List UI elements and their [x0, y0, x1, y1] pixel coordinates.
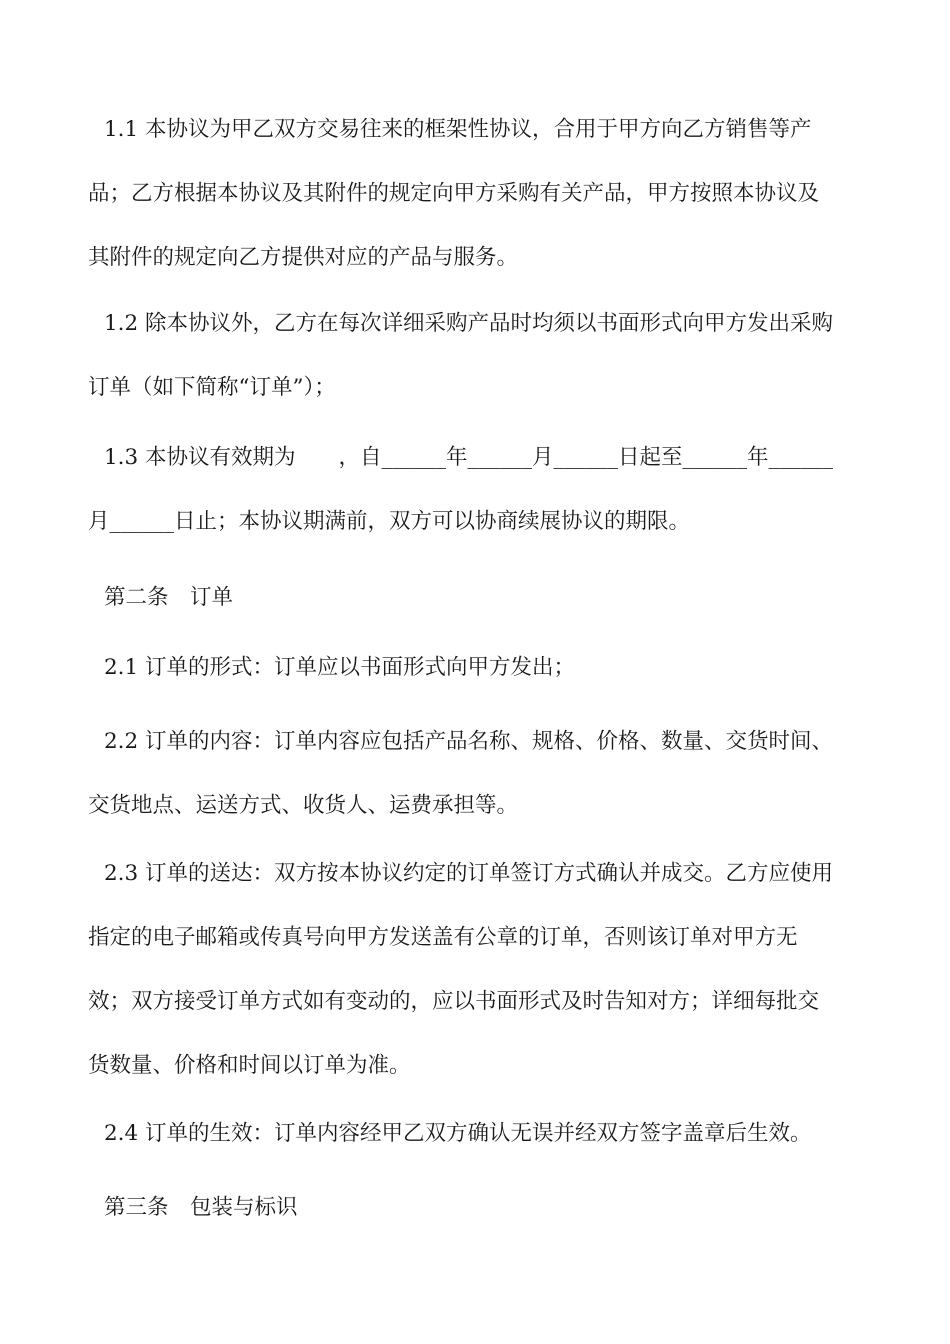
clause-1-1 [88, 98, 852, 290]
text-line: 月______日止；本协议期满前，双方可以协商续展协议的期限。 [88, 509, 691, 534]
text-line: 效；双方接受订单方式如有变动的，应以书面形式及时告知对方；详细每批交 [88, 989, 820, 1014]
text-line: 2.1 订单的形式：订单应以书面形式向甲方发出； [104, 655, 576, 680]
heading-text: 第三条 包装与标识 [104, 1195, 298, 1220]
text-line: 1.1 本协议为甲乙双方交易往来的框架性协议，合用于甲方向乙方销售等产 [104, 117, 812, 142]
article-2-heading [88, 566, 852, 630]
text-line: 交货地点、运送方式、收货人、运费承担等。 [88, 793, 519, 818]
clause-2-1 [88, 636, 852, 700]
text-line: 其附件的规定向乙方提供对应的产品与服务。 [88, 245, 519, 270]
clause-2-2 [88, 710, 852, 838]
text-line: 2.2 订单的内容：订单内容应包括产品名称、规格、价格、数量、交货时间、 [104, 729, 834, 754]
clause-1-2 [88, 292, 852, 420]
heading-text: 第二条 订单 [104, 585, 234, 610]
text-line: 订单（如下简称“订单”）； [88, 375, 336, 400]
clause-2-4 [88, 1102, 852, 1166]
text-line: 指定的电子邮箱或传真号向甲方发送盖有公章的订单，否则该订单对甲方无 [88, 925, 798, 950]
text-line: 2.3 订单的送达：双方按本协议约定的订单签订方式确认并成交。乙方应使用 [104, 861, 834, 886]
text-line: 品；乙方根据本协议及其附件的规定向甲方采购有关产品，甲方按照本协议及 [88, 181, 820, 206]
text-line: 2.4 订单的生效：订单内容经甲乙双方确认无误并经双方签字盖章后生效。 [104, 1121, 812, 1146]
article-3-heading [88, 1176, 852, 1240]
text-line: 货数量、价格和时间以订单为准。 [88, 1053, 411, 1078]
clause-1-3 [88, 426, 852, 554]
text-line: 1.2 除本协议外，乙方在每次详细采购产品时均须以书面形式向甲方发出采购 [104, 311, 834, 336]
text-line: 1.3 本协议有效期为 ，自______年______月______日起至______年______ [104, 445, 834, 470]
clause-2-3 [88, 842, 852, 1098]
